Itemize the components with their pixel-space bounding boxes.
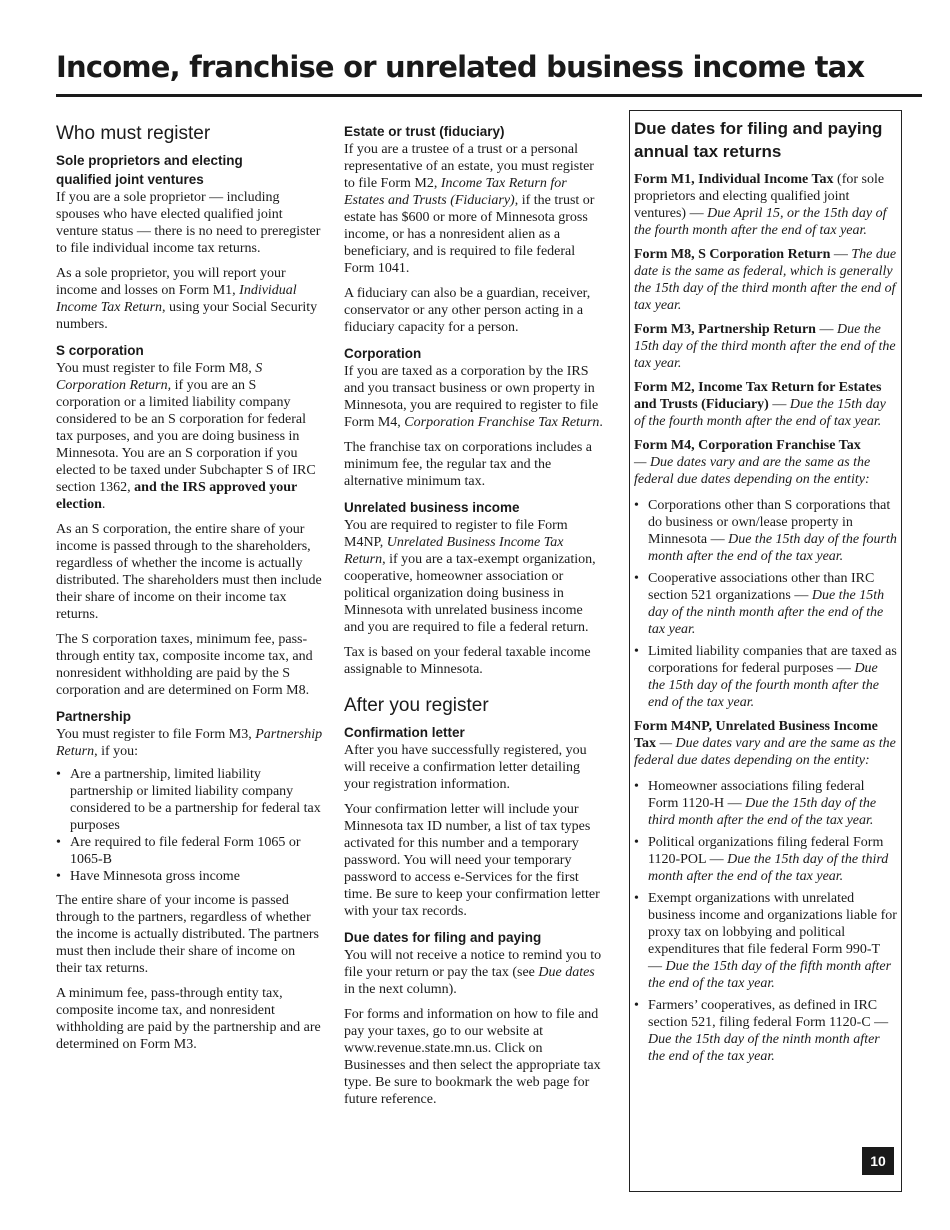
sole-proprietors-heading: Sole proprietors and electing qualified joint ventures	[56, 153, 243, 187]
list-item: • Are required to file federal Form 1065 or 1065-B	[56, 834, 324, 868]
partnership-criteria-list	[56, 766, 324, 885]
who-must-register-heading: Who must register	[56, 123, 211, 144]
corporation-paragraph-1: If you are taxed as a corporation by the IRS and you transact business or own property in Minnesota, you are required to register to file Form M4, Corporation Franchise Tax Return.	[344, 364, 603, 430]
s-corporation-heading: S corporation	[56, 343, 144, 358]
unrelated-business-income-paragraph-1: You are required to register to file Form M4NP, Unrelated Business Income Tax Return, if you are a tax-exempt organization, cooperative, homeowner association or political organization doing business in Minnesota with unrelated business income and you are required to file a federal return.	[344, 518, 596, 635]
list-item: • Cooperative associations other than IRC section 521 organizations — Due the 15th day of the ninth month after the end of the tax year.	[634, 570, 897, 638]
sole-proprietors-paragraph-1: If you are a sole proprietor — including spouses who have elected qualified joint venture status — there is no need to preregister to file individual income tax returns.	[56, 190, 321, 256]
partnership-paragraph-1: You must register to file Form M3, Partnership Return, if you:	[56, 727, 323, 759]
page-title: Income, franchise or unrelated business income tax	[56, 50, 865, 84]
after-you-register-heading: After you register	[344, 695, 489, 716]
confirmation-letter-paragraph-1: After you have successfully registered, you will receive a confirmation letter detailing your registration information.	[344, 743, 587, 792]
confirmation-letter-paragraph-2: Your confirmation letter will include your Minnesota tax ID number, a list of tax types activated for this number and a temporary password. You will need your temporary password to access e-Services for the first time. Be sure to keep your confirmation letter with your tax records.	[344, 802, 600, 919]
estate-trust-paragraph-2: A fiduciary can also be a guardian, receiver, conservator or any other person acting in a fiduciary capacity for a person.	[344, 286, 591, 335]
column-2	[344, 122, 606, 1116]
partnership-paragraph-3: A minimum fee, pass-through entity tax, composite income tax, and nonresident withholding are paid by the partnership and are determined on Form M3.	[56, 986, 321, 1052]
due-dates-paragraph-2: For forms and information on how to file and pay your taxes, go to our website at www.revenue.state.mn.us. Click on Businesses and then select the appropriate tax type. Be sure to bookmark the web page for future reference.	[344, 1007, 601, 1107]
unrelated-business-income-paragraph-2: Tax is based on your federal taxable income assignable to Minnesota.	[344, 645, 591, 677]
form-m4-entry: Form M4, Corporation Franchise Tax — Due dates vary and are the same as the federal due dates depending on the entity:	[634, 438, 871, 487]
column-1	[56, 122, 324, 1061]
list-item: • Political organizations filing federal Form 1120-POL — Due the 15th day of the third month after the end of the tax year.	[634, 834, 897, 885]
list-item: • Have Minnesota gross income	[56, 868, 324, 885]
s-corporation-paragraph-1: You must register to file Form M8, S Corporation Return, if you are an S corporation or a limited liability company considered to be an S corporation for federal tax purposes, and you are doing business in Minnesota. You are an S corporation if you elected to be taxed under Subchapter S of IRC section 1362, and the IRS approved your election.	[56, 361, 316, 512]
list-item: • Corporations other than S corporations that do business or own/lease property in Minnesota — Due the 15th day of the fourth month after the end of the tax year.	[634, 497, 897, 565]
form-m4np-entry: Form M4NP, Unrelated Business Income Tax — Due dates vary and are the same as the federal due dates depending on the entity:	[634, 719, 896, 768]
sidebar-heading: Due dates for filing and paying annual tax returns	[634, 119, 883, 161]
partnership-paragraph-2: The entire share of your income is passed through to the partners, regardless of whether the income is actually distributed. The partners must then include their share of income on their tax returns.	[56, 893, 319, 976]
due-dates-sidebar	[629, 110, 902, 1192]
form-m2-entry: Form M2, Income Tax Return for Estates and Trusts (Fiduciary) — Due the 15th day of the fourth month after the end of tax year.	[634, 380, 886, 429]
estate-trust-paragraph-1: If you are a trustee of a trust or a personal representative of an estate, you must register to file Form M2, Income Tax Return for Estates and Trusts (Fiduciary), if the trust or estate has $600 or more of Minnesota gross income, or has a nonresident alien as a beneficiary, and is required to file federal Form 1041.	[344, 142, 595, 276]
estate-trust-heading: Estate or trust (fiduciary)	[344, 124, 505, 139]
list-item: • Farmers’ cooperatives, as defined in IRC section 521, filing federal Form 1120-C — Due the 15th day of the ninth month after the end of the tax year.	[634, 997, 897, 1065]
title-rule	[56, 94, 922, 97]
form-m8-entry: Form M8, S Corporation Return — The due date is the same as federal, which is generally the 15th day of the third month after the end of tax year.	[634, 247, 897, 313]
page-number-badge: 10	[862, 1147, 894, 1175]
corporation-heading: Corporation	[344, 346, 422, 361]
form-m3-entry: Form M3, Partnership Return — Due the 15th day of the third month after the end of the tax year.	[634, 322, 896, 371]
list-item: • Homeowner associations filing federal Form 1120-H — Due the 15th day of the third month after the end of the tax year.	[634, 778, 897, 829]
list-item: • Limited liability companies that are taxed as corporations for federal purposes — Due the 15th day of the fourth month after the end of the tax year.	[634, 643, 897, 711]
corporation-paragraph-2: The franchise tax on corporations includes a minimum fee, the regular tax and the alternative minimum tax.	[344, 440, 593, 489]
list-item: • Exempt organizations with unrelated business income and organizations liable for proxy tax on lobbying and political expenditures that file federal Form 990-T — Due the 15th day of the fifth month after the end of the tax year.	[634, 890, 897, 992]
form-m1-entry: Form M1, Individual Income Tax (for sole proprietors and electing qualified joint ventures) — Due April 15, or the 15th day of the fourth month after the end of tax year.	[634, 172, 887, 238]
form-m4np-entity-list	[634, 778, 897, 1065]
sole-proprietors-paragraph-2: As a sole proprietor, you will report your income and losses on Form M1, Individual Income Tax Return, using your Social Security numbers.	[56, 266, 318, 332]
s-corporation-paragraph-3: The S corporation taxes, minimum fee, pass-through entity tax, composite income tax, and nonresident withholding are paid by the S corporation and are determined on Form M8.	[56, 632, 313, 698]
due-dates-heading: Due dates for filing and paying	[344, 930, 542, 945]
due-dates-paragraph-1: You will not receive a notice to remind you to file your return or pay the tax (see Due dates in the next column).	[344, 948, 602, 997]
list-item: • Are a partnership, limited liability partnership or limited liability company considered to be a partnership for federal tax purposes	[56, 766, 324, 834]
s-corporation-paragraph-2: As an S corporation, the entire share of your income is passed through to the shareholders, regardless of whether the income is actually distributed. The shareholders must then include their share of income on their income tax returns.	[56, 522, 322, 622]
unrelated-business-income-heading: Unrelated business income	[344, 500, 520, 515]
confirmation-letter-heading: Confirmation letter	[344, 725, 465, 740]
form-m4-entity-list	[634, 497, 897, 711]
partnership-heading: Partnership	[56, 709, 132, 724]
